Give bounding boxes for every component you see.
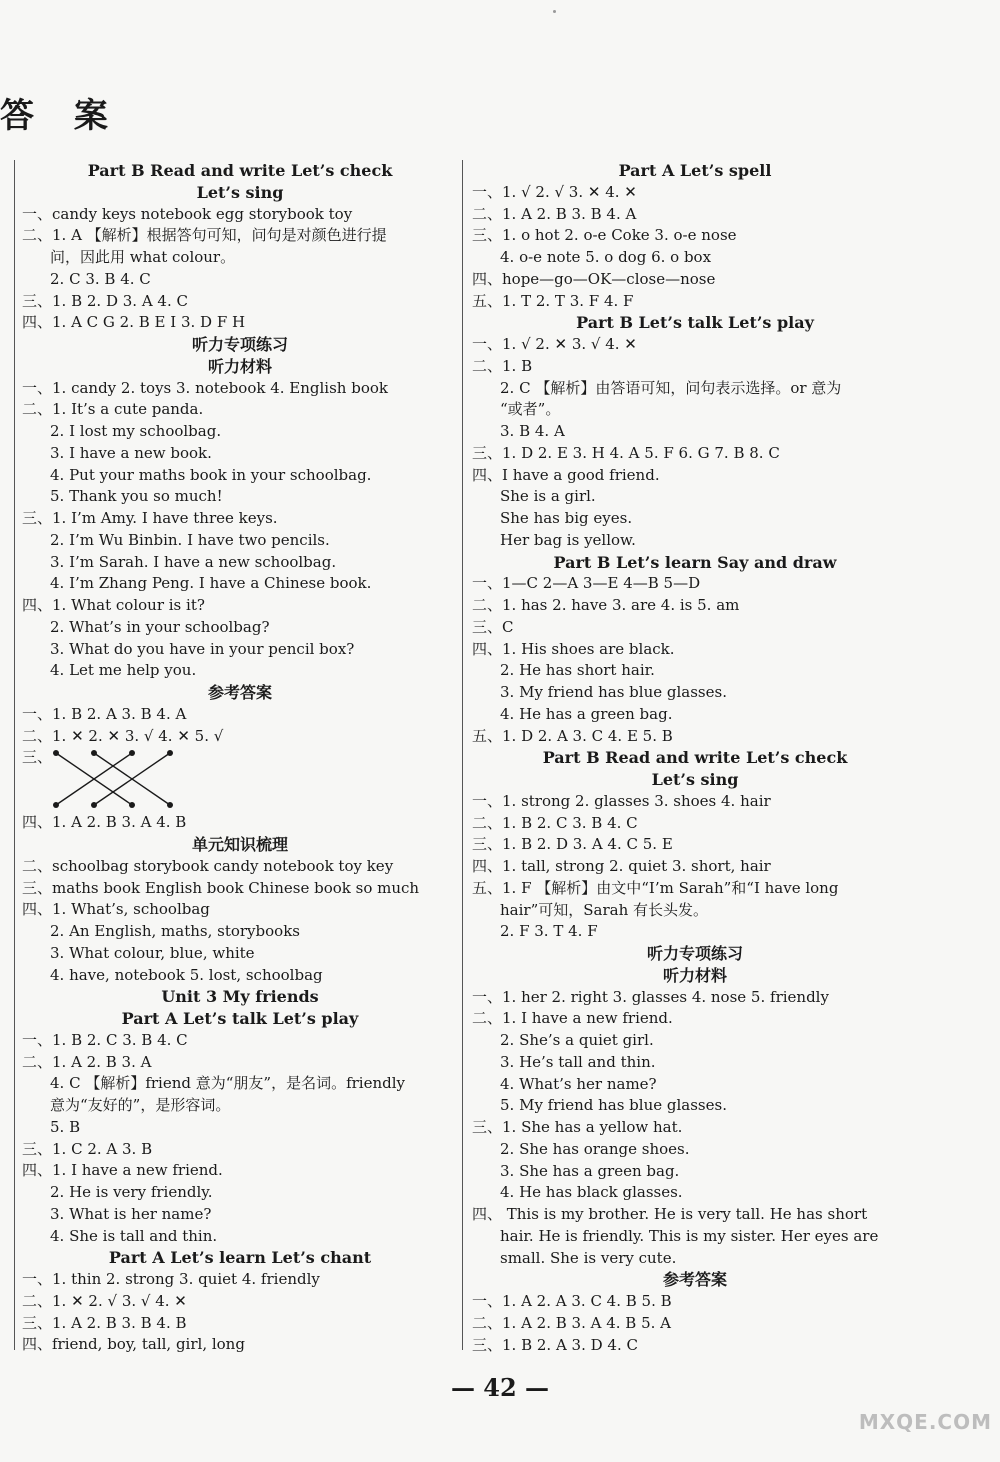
match-dot	[53, 802, 59, 808]
answer-line: 四、1. His shoes are black.	[472, 639, 675, 658]
section-heading: Part A Let’s learn Let’s chant	[108, 1248, 372, 1268]
answer-line: 五、1. D 2. A 3. C 4. E 5. B	[472, 726, 673, 745]
match-dot	[53, 750, 59, 756]
left-rule	[14, 160, 15, 1350]
answer-line: 三、1. I’m Amy. I have three keys.	[22, 509, 278, 527]
answer-line: 三、1. D 2. E 3. H 4. A 5. F 6. G 7. B 8. C	[472, 443, 780, 462]
answer-line: 三、1. B 2. A 3. D 4. C	[472, 1335, 638, 1354]
answer-line: 二、1. A 2. B 3. B 4. A	[472, 204, 637, 223]
match-dot	[91, 802, 97, 808]
answer-line: 一、1. her 2. right 3. glasses 4. nose 5. friendly	[472, 987, 829, 1006]
answer-line: 三、1. C 2. A 3. B	[22, 1139, 153, 1158]
answer-line: 4. She is tall and thin.	[50, 1226, 218, 1245]
answer-line: 3. What colour, blue, white	[50, 943, 255, 962]
column-divider	[462, 160, 463, 1350]
matching-lines-icon	[42, 747, 202, 812]
answer-line: 一、1. candy 2. toys 3. notebook 4. English book	[22, 378, 388, 397]
answer-line: 二、1. A 【解析】根据答句可知，问句是对颜色进行提	[22, 226, 387, 245]
answer-line: 3. My friend has blue glasses.	[500, 683, 727, 701]
answer-line: 三、C	[472, 617, 514, 636]
match-dot	[91, 750, 97, 756]
answer-line: 二、1. has 2. have 3. are 4. is 5. am	[472, 596, 740, 614]
answer-line: 2. C 【解析】由答语可知，问句表示选择。or 意为	[500, 378, 842, 397]
answer-line: 2. I’m Wu Binbin. I have two pencils.	[50, 530, 330, 549]
answer-line: 4. have, notebook 5. lost, schoolbag	[50, 965, 323, 984]
answer-line: 2. I lost my schoolbag.	[50, 422, 222, 440]
answer-line: 2. He has short hair.	[500, 661, 655, 680]
answer-line: 二、1. A 2. B 3. A 4. B 5. A	[472, 1313, 672, 1332]
section-heading: 参考答案	[662, 1270, 727, 1290]
section-heading: Part B Read and write Let’s check	[542, 748, 848, 768]
section-heading: Part A Let’s talk Let’s play	[121, 1009, 359, 1028]
section-heading: 听力材料	[207, 356, 272, 376]
answer-line: 一、1. √ 2. ✕ 3. √ 4. ✕	[472, 335, 637, 353]
section-heading: Unit 3 My friends	[161, 987, 319, 1007]
section-heading: Part B Let’s talk Let’s play	[576, 313, 814, 333]
answer-line: 三、1. o hot 2. o-e Coke 3. o-e nose	[472, 226, 737, 245]
answer-line: 一、1—C 2—A 3—E 4—B 5—D	[472, 574, 701, 593]
answer-line: 3. I’m Sarah. I have a new schoolbag.	[50, 552, 337, 571]
answer-line: hair”可知，Sarah 有长头发。	[500, 900, 709, 919]
answer-line: 4. I’m Zhang Peng. I have a Chinese book.	[50, 574, 372, 593]
answer-line: Her bag is yellow.	[500, 530, 636, 549]
answer-line: 三、maths book English book Chinese book so much	[22, 878, 420, 897]
answer-line: 5. B	[50, 1117, 81, 1136]
answer-line: 2. An English, maths, storybooks	[50, 922, 300, 940]
answer-line: 3. What do you have in your pencil box?	[50, 639, 355, 658]
matching-diagram	[22, 747, 458, 812]
answer-line: 四、1. A 2. B 3. A 4. B	[22, 813, 187, 832]
answer-line: 2. What’s in your schoolbag?	[50, 617, 270, 636]
answer-line: 四、1. What’s, schoolbag	[22, 900, 210, 919]
section-heading: Part B Read and write Let’s check	[87, 161, 393, 180]
answer-line: 3. I have a new book.	[50, 443, 212, 462]
answer-line: 4. Put your maths book in your schoolbag.	[50, 465, 372, 484]
answer-line: 二、schoolbag storybook candy notebook toy key	[22, 856, 394, 875]
answer-line: 3. He’s tall and thin.	[500, 1052, 656, 1071]
page-number: — 42 —	[450, 1373, 550, 1402]
answer-line: 四、I have a good friend.	[472, 465, 660, 484]
answer-line: small. She is very cute.	[500, 1248, 677, 1267]
answer-line: 3. She has a green bag.	[500, 1161, 680, 1180]
answer-line: She is a girl.	[500, 487, 596, 506]
section-heading: 听力材料	[662, 965, 727, 985]
answer-line: 3. B 4. A	[500, 422, 565, 440]
section-heading: Let’s sing	[651, 770, 739, 789]
page-title: 答 案	[0, 96, 122, 136]
answer-line: 二、1. B 2. C 3. B 4. C	[472, 813, 638, 832]
answer-line: 四、hope—go—OK—close—nose	[472, 269, 716, 288]
answer-line: 一、1. √ 2. √ 3. ✕ 4. ✕	[472, 182, 637, 201]
answer-line: 四、 This is my brother. He is very tall. He has short	[472, 1205, 868, 1223]
left-column	[22, 160, 458, 1356]
answer-line: 5. My friend has blue glasses.	[500, 1096, 727, 1115]
answer-line: 四、friend, boy, tall, girl, long	[22, 1335, 245, 1354]
answer-line: 5. Thank you so much!	[50, 487, 223, 506]
answer-line: 三、1. B 2. D 3. A 4. C	[22, 291, 188, 310]
answer-line-label: 三、	[22, 748, 53, 767]
answer-line: 4. He has a green bag.	[500, 704, 673, 723]
watermark-logo: MXQE.COM	[858, 1410, 992, 1434]
match-dot	[129, 750, 135, 756]
answer-line: 一、candy keys notebook egg storybook toy	[22, 204, 353, 223]
answer-line: 2. She has orange shoes.	[500, 1139, 690, 1158]
section-heading: Part B Let’s learn Say and draw	[553, 552, 837, 572]
answer-line: 二、1. It’s a cute panda.	[22, 400, 204, 419]
answer-line: 2. She’s a quiet girl.	[500, 1031, 654, 1049]
answer-line: “或者”。	[500, 400, 561, 419]
match-dot	[129, 802, 135, 808]
answer-line: 2. F 3. T 4. F	[500, 922, 598, 941]
answer-line: 五、1. F 【解析】由文中“I’m Sarah”和“I have long	[472, 878, 839, 897]
section-heading: 听力专项练习	[646, 944, 743, 963]
answer-line: 4. o-e note 5. o dog 6. o box	[500, 248, 712, 266]
answer-line: 问，因此用 what colour。	[50, 248, 236, 266]
answer-line: 二、1. B	[472, 356, 533, 375]
answer-line: 一、1. thin 2. strong 3. quiet 4. friendly	[22, 1270, 320, 1288]
answer-line: 一、1. B 2. C 3. B 4. C	[22, 1030, 188, 1049]
page-dot	[553, 10, 556, 13]
section-heading: Part A Let’s spell	[618, 161, 772, 180]
answer-line: 4. C 【解析】friend 意为“朋友”，是名词。friendly	[50, 1074, 406, 1093]
answer-line: 四、1. A C G 2. B E I 3. D F H	[22, 313, 246, 332]
answer-line: 二、1. A 2. B 3. A	[22, 1052, 152, 1071]
answer-line: 4. What’s her name?	[500, 1074, 657, 1093]
section-heading: 单元知识梳理	[191, 835, 288, 854]
answer-line: 4. Let me help you.	[50, 661, 197, 680]
answer-line: 四、1. What colour is it?	[22, 596, 205, 614]
answer-line: 三、1. A 2. B 3. B 4. B	[22, 1313, 187, 1332]
answer-line: 二、1. ✕ 2. √ 3. √ 4. ✕	[22, 1291, 187, 1310]
answer-line: 2. He is very friendly.	[50, 1183, 213, 1201]
answer-line: 一、1. strong 2. glasses 3. shoes 4. hair	[472, 791, 771, 810]
answer-line: 三、1. B 2. D 3. A 4. C 5. E	[472, 835, 673, 854]
answer-line: 三、1. She has a yellow hat.	[472, 1118, 683, 1136]
match-dot	[167, 802, 173, 808]
answer-line: 二、1. I have a new friend.	[472, 1009, 673, 1028]
answer-line: 一、1. A 2. A 3. C 4. B 5. B	[472, 1292, 672, 1310]
section-heading: 参考答案	[207, 683, 272, 702]
answer-line: hair. He is friendly. This is my sister. Her eyes are	[500, 1226, 879, 1245]
answer-line: 3. What is her name?	[50, 1204, 212, 1223]
answer-line: 2. C 3. B 4. C	[50, 269, 151, 288]
section-heading: 听力专项练习	[191, 335, 288, 354]
match-dot	[167, 750, 173, 756]
answer-line: 二、1. ✕ 2. ✕ 3. √ 4. ✕ 5. √	[22, 726, 224, 745]
right-column	[472, 160, 918, 1356]
answer-line: 四、1. tall, strong 2. quiet 3. short, hair	[472, 857, 771, 875]
section-heading: Let’s sing	[196, 182, 284, 202]
answer-line: 四、1. I have a new friend.	[22, 1161, 223, 1180]
answer-line: 一、1. B 2. A 3. B 4. A	[22, 704, 187, 723]
answer-line: She has big eyes.	[500, 509, 633, 527]
answer-line: 4. He has black glasses.	[500, 1183, 683, 1202]
answer-line: 五、1. T 2. T 3. F 4. F	[472, 291, 634, 310]
answer-line: 意为“友好的”，是形容词。	[50, 1096, 231, 1114]
